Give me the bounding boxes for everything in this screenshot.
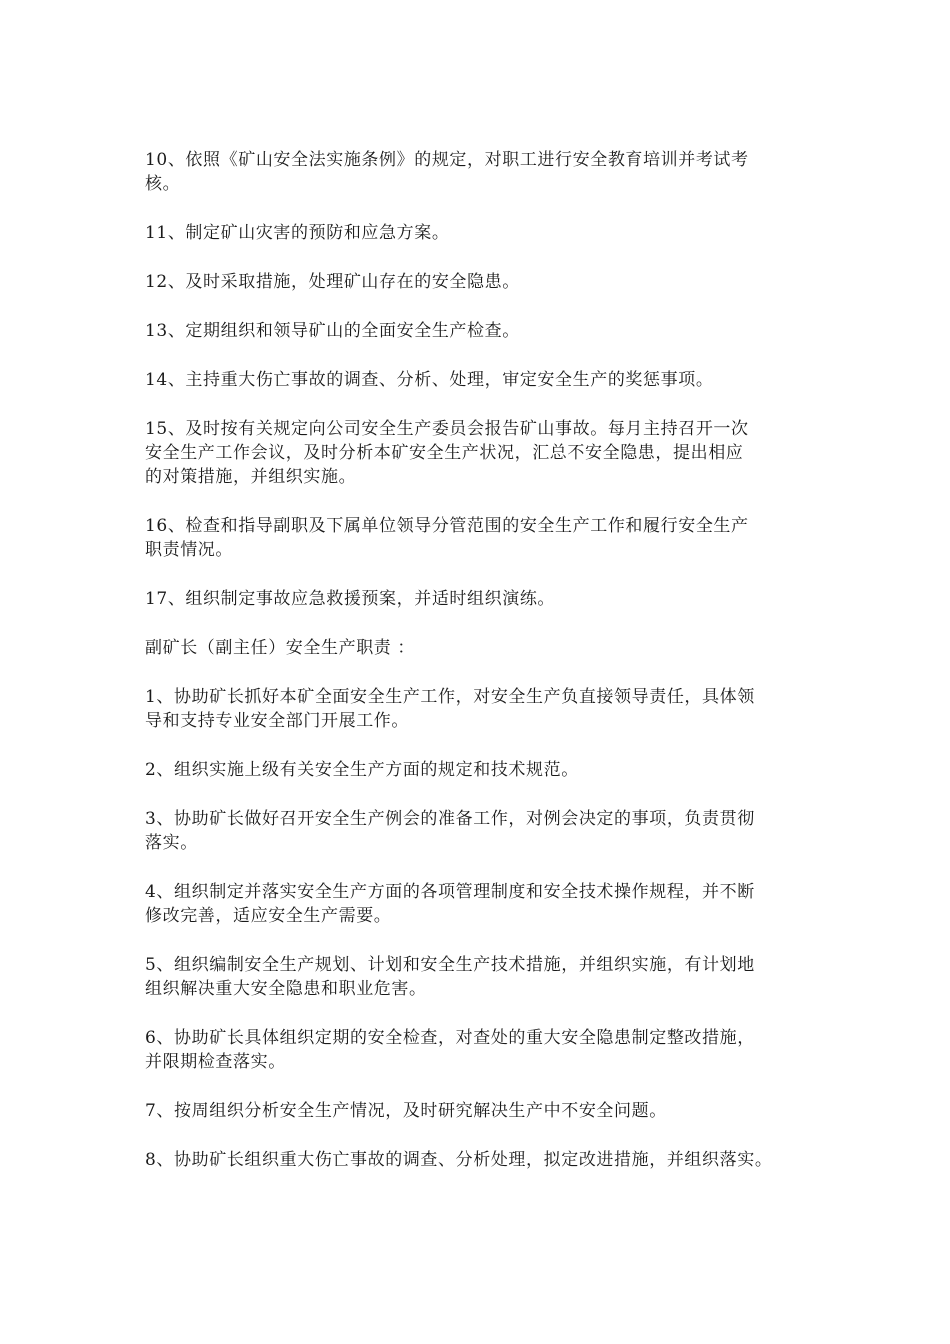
- paragraph-item-15: 15、及时按有关规定向公司安全生产委员会报告矿山事故。每月主持召开一次 安全生产工作会议，及时分析本矿安全生产状况，汇总不安全隐患，提出相应 的对策措施，并组织实施。: [145, 419, 749, 487]
- section-paragraph-8: 8、协助矿长组织重大伤亡事故的调查、分析处理，拟定改进措施，并组织落实。: [145, 1150, 773, 1170]
- section-paragraph-7: 7、按周组织分析安全生产情况，及时研究解决生产中不安全问题。: [145, 1101, 667, 1121]
- paragraph-item-14: 14、主持重大伤亡事故的调查、分析、处理，审定安全生产的奖惩事项。: [145, 370, 714, 390]
- section-paragraph-4: 4、组织制定并落实安全生产方面的各项管理制度和安全技术操作规程，并不断 修改完善，适应安全生产需要。: [145, 882, 755, 926]
- paragraph-item-13: 13、定期组织和领导矿山的全面安全生产检查。: [145, 321, 520, 341]
- section-paragraph-2: 2、组织实施上级有关安全生产方面的规定和技术规范。: [145, 760, 579, 780]
- section-paragraph-6: 6、协助矿长具体组织定期的安全检查，对查处的重大安全隐患制定整改措施， 并限期检查落实。: [145, 1028, 755, 1072]
- document-body: [145, 148, 825, 1197]
- paragraph-item-11: 11、制定矿山灾害的预防和应急方案。: [145, 223, 450, 243]
- section-paragraph-3: 3、协助矿长做好召开安全生产例会的准备工作，对例会决定的事项，负责贯彻 落实。: [145, 809, 755, 853]
- paragraph-item-16: 16、检查和指导副职及下属单位领导分管范围的安全生产工作和履行安全生产 职责情况。: [145, 516, 749, 560]
- section-paragraph-5: 5、组织编制安全生产规划、计划和安全生产技术措施，并组织实施，有计划地 组织解决重大安全隐患和职业危害。: [145, 955, 755, 999]
- paragraph-item-10: 10、依照《矿山安全法实施条例》的规定，对职工进行安全教育培训并考试考 核。: [145, 150, 749, 194]
- paragraph-item-17: 17、组织制定事故应急救援预案，并适时组织演练。: [145, 589, 556, 609]
- paragraph-item-12: 12、及时采取措施，处理矿山存在的安全隐患。: [145, 272, 520, 292]
- section-heading: 副矿长（副主任）安全生产职责 ：: [145, 638, 416, 658]
- section-paragraph-1: 1、协助矿长抓好本矿全面安全生产工作，对安全生产负直接领导责任，具体领 导和支持专业安全部门开展工作。: [145, 687, 755, 731]
